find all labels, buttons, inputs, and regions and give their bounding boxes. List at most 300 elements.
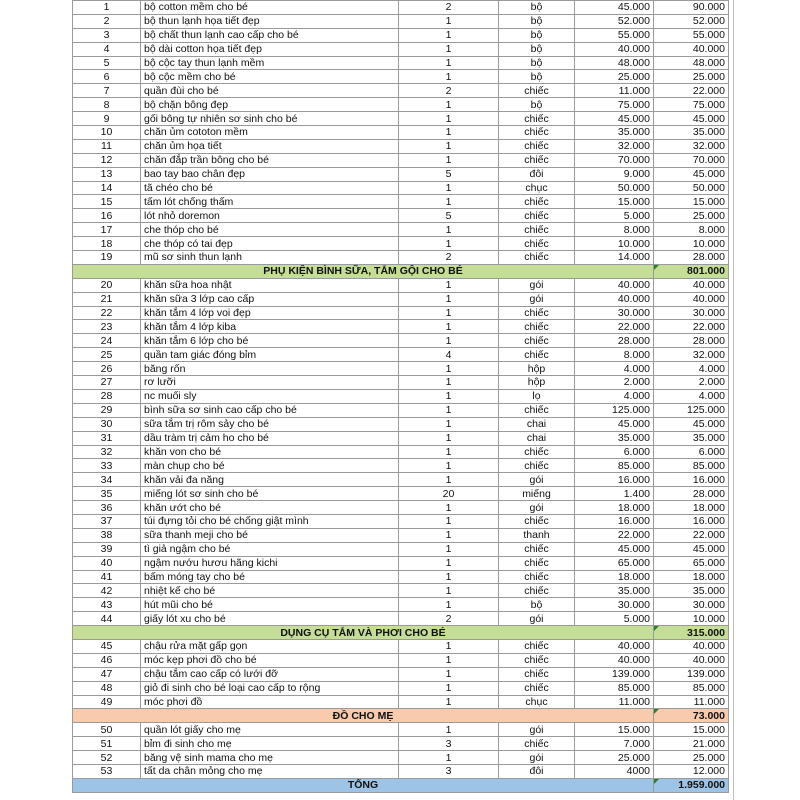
line-total-cell[interactable]: 8.000: [654, 223, 729, 237]
item-name-cell[interactable]: bộ cộc tay thun lạnh mềm: [141, 56, 399, 70]
quantity-cell[interactable]: 1: [399, 14, 499, 28]
item-name-cell[interactable]: nhiệt kế cho bé: [141, 584, 399, 598]
item-name-cell[interactable]: bộ dài cotton họa tiết đẹp: [141, 42, 399, 56]
unit-price-cell[interactable]: 5.000: [575, 612, 654, 626]
unit-price-cell[interactable]: 32.000: [575, 139, 654, 153]
unit-cell[interactable]: gói: [499, 612, 575, 626]
unit-price-cell[interactable]: 10.000: [575, 237, 654, 251]
quantity-cell[interactable]: 1: [399, 514, 499, 528]
unit-price-cell[interactable]: 15.000: [575, 195, 654, 209]
unit-cell[interactable]: chiếc: [499, 514, 575, 528]
item-name-cell[interactable]: bộ cộc mềm cho bé: [141, 70, 399, 84]
unit-price-cell[interactable]: 15.000: [575, 723, 654, 737]
quantity-cell[interactable]: 1: [399, 237, 499, 251]
quantity-cell[interactable]: 3: [399, 737, 499, 751]
item-name-cell[interactable]: che thóp có tai đẹp: [141, 237, 399, 251]
line-total-cell[interactable]: 40.000: [654, 42, 729, 56]
quantity-cell[interactable]: 1: [399, 542, 499, 556]
line-total-cell[interactable]: 16.000: [654, 473, 729, 487]
quantity-cell[interactable]: 1: [399, 639, 499, 653]
line-total-cell[interactable]: 52.000: [654, 14, 729, 28]
line-total-cell[interactable]: 25.000: [654, 751, 729, 765]
item-name-cell[interactable]: quần lót giấy cho mẹ: [141, 723, 399, 737]
item-name-cell[interactable]: khăn ướt cho bé: [141, 501, 399, 515]
unit-price-cell[interactable]: 30.000: [575, 598, 654, 612]
line-total-cell[interactable]: 48.000: [654, 56, 729, 70]
row-number-cell[interactable]: 38: [73, 528, 141, 542]
item-name-cell[interactable]: lót nhỏ doremon: [141, 209, 399, 223]
item-name-cell[interactable]: nc muối sly: [141, 389, 399, 403]
item-name-cell[interactable]: chậu tắm cao cấp có lưới đỡ: [141, 667, 399, 681]
quantity-cell[interactable]: 1: [399, 389, 499, 403]
item-name-cell[interactable]: tã chéo cho bé: [141, 181, 399, 195]
row-number-cell[interactable]: 40: [73, 556, 141, 570]
unit-price-cell[interactable]: 40.000: [575, 42, 654, 56]
row-number-cell[interactable]: 33: [73, 459, 141, 473]
line-total-cell[interactable]: 32.000: [654, 139, 729, 153]
row-number-cell[interactable]: 41: [73, 570, 141, 584]
quantity-cell[interactable]: 1: [399, 473, 499, 487]
line-total-cell[interactable]: 55.000: [654, 28, 729, 42]
unit-cell[interactable]: gói: [499, 751, 575, 765]
line-total-cell[interactable]: 45.000: [654, 112, 729, 126]
item-name-cell[interactable]: ngậm nướu hươu hãng kichi: [141, 556, 399, 570]
item-name-cell[interactable]: khăn vải đa năng: [141, 473, 399, 487]
quantity-cell[interactable]: 1: [399, 56, 499, 70]
row-number-cell[interactable]: 23: [73, 320, 141, 334]
unit-cell[interactable]: bộ: [499, 1, 575, 15]
item-name-cell[interactable]: móc phơi đồ: [141, 695, 399, 709]
quantity-cell[interactable]: 1: [399, 320, 499, 334]
line-total-cell[interactable]: 12.000: [654, 764, 729, 778]
unit-price-cell[interactable]: 16.000: [575, 473, 654, 487]
item-name-cell[interactable]: khăn von cho bé: [141, 445, 399, 459]
row-number-cell[interactable]: 20: [73, 278, 141, 292]
line-total-cell[interactable]: 139.000: [654, 667, 729, 681]
line-total-cell[interactable]: 40.000: [654, 292, 729, 306]
unit-cell[interactable]: chiếc: [499, 584, 575, 598]
unit-price-cell[interactable]: 35.000: [575, 431, 654, 445]
quantity-cell[interactable]: 3: [399, 764, 499, 778]
row-number-cell[interactable]: 26: [73, 362, 141, 376]
unit-price-cell[interactable]: 139.000: [575, 667, 654, 681]
quantity-cell[interactable]: 1: [399, 528, 499, 542]
row-number-cell[interactable]: 37: [73, 514, 141, 528]
item-name-cell[interactable]: mũ sơ sinh thun lạnh: [141, 251, 399, 265]
unit-cell[interactable]: bộ: [499, 42, 575, 56]
unit-price-cell[interactable]: 4000: [575, 764, 654, 778]
unit-cell[interactable]: chiếc: [499, 209, 575, 223]
row-number-cell[interactable]: 32: [73, 445, 141, 459]
unit-cell[interactable]: chiếc: [499, 737, 575, 751]
quantity-cell[interactable]: 1: [399, 42, 499, 56]
row-number-cell[interactable]: 22: [73, 306, 141, 320]
unit-cell[interactable]: bộ: [499, 598, 575, 612]
row-number-cell[interactable]: 46: [73, 653, 141, 667]
unit-price-cell[interactable]: 9.000: [575, 167, 654, 181]
row-number-cell[interactable]: 47: [73, 667, 141, 681]
line-total-cell[interactable]: 125.000: [654, 403, 729, 417]
quantity-cell[interactable]: 1: [399, 334, 499, 348]
line-total-cell[interactable]: 21.000: [654, 737, 729, 751]
item-name-cell[interactable]: tất da chân mỏng cho mẹ: [141, 764, 399, 778]
line-total-cell[interactable]: 40.000: [654, 278, 729, 292]
unit-cell[interactable]: chiếc: [499, 153, 575, 167]
quantity-cell[interactable]: 1: [399, 195, 499, 209]
unit-cell[interactable]: chiếc: [499, 126, 575, 140]
quantity-cell[interactable]: 1: [399, 98, 499, 112]
line-total-cell[interactable]: 28.000: [654, 487, 729, 501]
line-total-cell[interactable]: 4.000: [654, 362, 729, 376]
quantity-cell[interactable]: 1: [399, 570, 499, 584]
unit-cell[interactable]: bộ: [499, 70, 575, 84]
quantity-cell[interactable]: 1: [399, 751, 499, 765]
item-name-cell[interactable]: rơ lưỡi: [141, 376, 399, 390]
section-title-cell[interactable]: PHỤ KIỆN BÌNH SỮA, TẮM GỘI CHO BÉ: [73, 264, 654, 278]
line-total-cell[interactable]: 45.000: [654, 167, 729, 181]
quantity-cell[interactable]: 1: [399, 126, 499, 140]
row-number-cell[interactable]: 6: [73, 70, 141, 84]
row-number-cell[interactable]: 44: [73, 612, 141, 626]
item-name-cell[interactable]: khăn sữa hoa nhật: [141, 278, 399, 292]
line-total-cell[interactable]: 15.000: [654, 195, 729, 209]
line-total-cell[interactable]: 30.000: [654, 306, 729, 320]
unit-price-cell[interactable]: 65.000: [575, 556, 654, 570]
quantity-cell[interactable]: 1: [399, 723, 499, 737]
item-name-cell[interactable]: quần đùi cho bé: [141, 84, 399, 98]
item-name-cell[interactable]: băng rốn: [141, 362, 399, 376]
row-number-cell[interactable]: 30: [73, 417, 141, 431]
line-total-cell[interactable]: 32.000: [654, 348, 729, 362]
item-name-cell[interactable]: chăn ủm họa tiết: [141, 139, 399, 153]
line-total-cell[interactable]: 35.000: [654, 126, 729, 140]
item-name-cell[interactable]: che thóp cho bé: [141, 223, 399, 237]
row-number-cell[interactable]: 24: [73, 334, 141, 348]
unit-cell[interactable]: chục: [499, 181, 575, 195]
line-total-cell[interactable]: 10.000: [654, 612, 729, 626]
unit-price-cell[interactable]: 40.000: [575, 639, 654, 653]
unit-cell[interactable]: bộ: [499, 28, 575, 42]
row-number-cell[interactable]: 51: [73, 737, 141, 751]
unit-cell[interactable]: chiếc: [499, 195, 575, 209]
unit-cell[interactable]: chiếc: [499, 403, 575, 417]
unit-cell[interactable]: chiếc: [499, 237, 575, 251]
unit-price-cell[interactable]: 5.000: [575, 209, 654, 223]
row-number-cell[interactable]: 43: [73, 598, 141, 612]
line-total-cell[interactable]: 4.000: [654, 389, 729, 403]
unit-cell[interactable]: gói: [499, 473, 575, 487]
line-total-cell[interactable]: 75.000: [654, 98, 729, 112]
unit-cell[interactable]: gói: [499, 501, 575, 515]
unit-cell[interactable]: bộ: [499, 56, 575, 70]
item-name-cell[interactable]: giỏ đi sinh cho bé loại cao cấp to rộng: [141, 681, 399, 695]
row-number-cell[interactable]: 49: [73, 695, 141, 709]
unit-cell[interactable]: chiếc: [499, 139, 575, 153]
quantity-cell[interactable]: 20: [399, 487, 499, 501]
line-total-cell[interactable]: 45.000: [654, 542, 729, 556]
line-total-cell[interactable]: 22.000: [654, 84, 729, 98]
unit-cell[interactable]: hộp: [499, 376, 575, 390]
quantity-cell[interactable]: 1: [399, 417, 499, 431]
unit-price-cell[interactable]: 45.000: [575, 417, 654, 431]
line-total-cell[interactable]: 35.000: [654, 584, 729, 598]
unit-price-cell[interactable]: 4.000: [575, 389, 654, 403]
unit-cell[interactable]: bộ: [499, 98, 575, 112]
row-number-cell[interactable]: 34: [73, 473, 141, 487]
item-name-cell[interactable]: bộ chất thun lạnh cao cấp cho bé: [141, 28, 399, 42]
item-name-cell[interactable]: màn chụp cho bé: [141, 459, 399, 473]
line-total-cell[interactable]: 40.000: [654, 639, 729, 653]
row-number-cell[interactable]: 1: [73, 1, 141, 15]
row-number-cell[interactable]: 21: [73, 292, 141, 306]
item-name-cell[interactable]: bao tay bao chân đẹp: [141, 167, 399, 181]
item-name-cell[interactable]: khăn tắm 6 lớp cho bé: [141, 334, 399, 348]
unit-cell[interactable]: chiếc: [499, 251, 575, 265]
row-number-cell[interactable]: 42: [73, 584, 141, 598]
quantity-cell[interactable]: 1: [399, 70, 499, 84]
unit-price-cell[interactable]: 70.000: [575, 153, 654, 167]
item-name-cell[interactable]: tì giả ngậm cho bé: [141, 542, 399, 556]
unit-price-cell[interactable]: 16.000: [575, 514, 654, 528]
row-number-cell[interactable]: 27: [73, 376, 141, 390]
unit-cell[interactable]: chiếc: [499, 542, 575, 556]
item-name-cell[interactable]: miếng lót sơ sinh cho bé: [141, 487, 399, 501]
line-total-cell[interactable]: 6.000: [654, 445, 729, 459]
unit-price-cell[interactable]: 8.000: [575, 223, 654, 237]
unit-price-cell[interactable]: 52.000: [575, 14, 654, 28]
quantity-cell[interactable]: 2: [399, 612, 499, 626]
row-number-cell[interactable]: 8: [73, 98, 141, 112]
quantity-cell[interactable]: 2: [399, 251, 499, 265]
section-subtotal-cell[interactable]: 801.000: [654, 264, 729, 278]
item-name-cell[interactable]: gối bông tự nhiên sơ sinh cho bé: [141, 112, 399, 126]
row-number-cell[interactable]: 9: [73, 112, 141, 126]
line-total-cell[interactable]: 2.000: [654, 376, 729, 390]
item-name-cell[interactable]: băng vệ sinh mama cho mẹ: [141, 751, 399, 765]
quantity-cell[interactable]: 1: [399, 598, 499, 612]
unit-cell[interactable]: chiếc: [499, 459, 575, 473]
row-number-cell[interactable]: 17: [73, 223, 141, 237]
unit-price-cell[interactable]: 40.000: [575, 292, 654, 306]
unit-cell[interactable]: hộp: [499, 362, 575, 376]
line-total-cell[interactable]: 11.000: [654, 695, 729, 709]
quantity-cell[interactable]: 1: [399, 403, 499, 417]
quantity-cell[interactable]: 1: [399, 556, 499, 570]
row-number-cell[interactable]: 50: [73, 723, 141, 737]
item-name-cell[interactable]: tấm lót chống thấm: [141, 195, 399, 209]
unit-price-cell[interactable]: 6.000: [575, 445, 654, 459]
row-number-cell[interactable]: 19: [73, 251, 141, 265]
unit-price-cell[interactable]: 50.000: [575, 181, 654, 195]
item-name-cell[interactable]: quần tam giác đóng bỉm: [141, 348, 399, 362]
unit-cell[interactable]: chai: [499, 431, 575, 445]
quantity-cell[interactable]: 1: [399, 292, 499, 306]
unit-price-cell[interactable]: 45.000: [575, 542, 654, 556]
line-total-cell[interactable]: 16.000: [654, 514, 729, 528]
unit-cell[interactable]: chiếc: [499, 84, 575, 98]
row-number-cell[interactable]: 13: [73, 167, 141, 181]
row-number-cell[interactable]: 5: [73, 56, 141, 70]
unit-price-cell[interactable]: 55.000: [575, 28, 654, 42]
unit-price-cell[interactable]: 7.000: [575, 737, 654, 751]
unit-cell[interactable]: chiếc: [499, 334, 575, 348]
row-number-cell[interactable]: 53: [73, 764, 141, 778]
unit-cell[interactable]: chiếc: [499, 306, 575, 320]
unit-price-cell[interactable]: 40.000: [575, 278, 654, 292]
quantity-cell[interactable]: 1: [399, 431, 499, 445]
unit-cell[interactable]: chiếc: [499, 445, 575, 459]
section-title-cell[interactable]: TỔNG: [73, 778, 654, 792]
unit-price-cell[interactable]: 48.000: [575, 56, 654, 70]
quantity-cell[interactable]: 1: [399, 28, 499, 42]
unit-price-cell[interactable]: 2.000: [575, 376, 654, 390]
line-total-cell[interactable]: 18.000: [654, 570, 729, 584]
unit-price-cell[interactable]: 1.400: [575, 487, 654, 501]
quantity-cell[interactable]: 1: [399, 584, 499, 598]
row-number-cell[interactable]: 14: [73, 181, 141, 195]
quantity-cell[interactable]: 2: [399, 84, 499, 98]
line-total-cell[interactable]: 28.000: [654, 251, 729, 265]
section-subtotal-cell[interactable]: 315.000: [654, 626, 729, 640]
unit-price-cell[interactable]: 125.000: [575, 403, 654, 417]
unit-cell[interactable]: chiếc: [499, 667, 575, 681]
quantity-cell[interactable]: 1: [399, 223, 499, 237]
unit-price-cell[interactable]: 18.000: [575, 570, 654, 584]
line-total-cell[interactable]: 10.000: [654, 237, 729, 251]
row-number-cell[interactable]: 25: [73, 348, 141, 362]
row-number-cell[interactable]: 39: [73, 542, 141, 556]
item-name-cell[interactable]: chăn đắp trần bông cho bé: [141, 153, 399, 167]
line-total-cell[interactable]: 70.000: [654, 153, 729, 167]
line-total-cell[interactable]: 90.000: [654, 1, 729, 15]
unit-cell[interactable]: chiếc: [499, 320, 575, 334]
unit-cell[interactable]: chiếc: [499, 653, 575, 667]
row-number-cell[interactable]: 2: [73, 14, 141, 28]
unit-price-cell[interactable]: 18.000: [575, 501, 654, 515]
unit-price-cell[interactable]: 4.000: [575, 362, 654, 376]
item-name-cell[interactable]: bộ chặn bông đẹp: [141, 98, 399, 112]
quantity-cell[interactable]: 1: [399, 681, 499, 695]
unit-price-cell[interactable]: 85.000: [575, 681, 654, 695]
section-subtotal-cell[interactable]: 1.959.000: [654, 778, 729, 792]
line-total-cell[interactable]: 22.000: [654, 320, 729, 334]
line-total-cell[interactable]: 65.000: [654, 556, 729, 570]
quantity-cell[interactable]: 1: [399, 181, 499, 195]
section-title-cell[interactable]: ĐỒ CHO MẸ: [73, 709, 654, 723]
unit-price-cell[interactable]: 35.000: [575, 126, 654, 140]
unit-price-cell[interactable]: 45.000: [575, 1, 654, 15]
item-name-cell[interactable]: sữa thanh meji cho bé: [141, 528, 399, 542]
line-total-cell[interactable]: 18.000: [654, 501, 729, 515]
unit-price-cell[interactable]: 45.000: [575, 112, 654, 126]
line-total-cell[interactable]: 50.000: [654, 181, 729, 195]
row-number-cell[interactable]: 18: [73, 237, 141, 251]
unit-cell[interactable]: gói: [499, 278, 575, 292]
row-number-cell[interactable]: 12: [73, 153, 141, 167]
line-total-cell[interactable]: 15.000: [654, 723, 729, 737]
unit-price-cell[interactable]: 22.000: [575, 528, 654, 542]
quantity-cell[interactable]: 1: [399, 501, 499, 515]
unit-price-cell[interactable]: 14.000: [575, 251, 654, 265]
line-total-cell[interactable]: 30.000: [654, 598, 729, 612]
item-name-cell[interactable]: khăn sữa 3 lớp cao cấp: [141, 292, 399, 306]
quantity-cell[interactable]: 1: [399, 153, 499, 167]
unit-price-cell[interactable]: 11.000: [575, 695, 654, 709]
unit-cell[interactable]: chục: [499, 695, 575, 709]
row-number-cell[interactable]: 31: [73, 431, 141, 445]
unit-price-cell[interactable]: 75.000: [575, 98, 654, 112]
section-subtotal-cell[interactable]: 73.000: [654, 709, 729, 723]
line-total-cell[interactable]: 45.000: [654, 417, 729, 431]
unit-cell[interactable]: lọ: [499, 389, 575, 403]
unit-price-cell[interactable]: 35.000: [575, 584, 654, 598]
quantity-cell[interactable]: 1: [399, 362, 499, 376]
unit-price-cell[interactable]: 22.000: [575, 320, 654, 334]
unit-cell[interactable]: gói: [499, 292, 575, 306]
unit-cell[interactable]: chiếc: [499, 639, 575, 653]
quantity-cell[interactable]: 5: [399, 167, 499, 181]
item-name-cell[interactable]: sữa tắm trị rôm sảy cho bé: [141, 417, 399, 431]
row-number-cell[interactable]: 15: [73, 195, 141, 209]
item-name-cell[interactable]: chậu rửa mặt gấp gọn: [141, 639, 399, 653]
item-name-cell[interactable]: bình sữa sơ sinh cao cấp cho bé: [141, 403, 399, 417]
line-total-cell[interactable]: 85.000: [654, 681, 729, 695]
item-name-cell[interactable]: túi đựng tỏi cho bé chống giật mình: [141, 514, 399, 528]
line-total-cell[interactable]: 28.000: [654, 334, 729, 348]
quantity-cell[interactable]: 1: [399, 667, 499, 681]
item-name-cell[interactable]: móc kẹp phơi đồ cho bé: [141, 653, 399, 667]
row-number-cell[interactable]: 29: [73, 403, 141, 417]
row-number-cell[interactable]: 28: [73, 389, 141, 403]
row-number-cell[interactable]: 4: [73, 42, 141, 56]
unit-price-cell[interactable]: 28.000: [575, 334, 654, 348]
row-number-cell[interactable]: 7: [73, 84, 141, 98]
row-number-cell[interactable]: 3: [73, 28, 141, 42]
quantity-cell[interactable]: 1: [399, 445, 499, 459]
unit-price-cell[interactable]: 25.000: [575, 751, 654, 765]
unit-price-cell[interactable]: 11.000: [575, 84, 654, 98]
quantity-cell[interactable]: 4: [399, 348, 499, 362]
quantity-cell[interactable]: 1: [399, 112, 499, 126]
unit-cell[interactable]: gói: [499, 723, 575, 737]
line-total-cell[interactable]: 85.000: [654, 459, 729, 473]
unit-price-cell[interactable]: 25.000: [575, 70, 654, 84]
quantity-cell[interactable]: 1: [399, 653, 499, 667]
quantity-cell[interactable]: 1: [399, 695, 499, 709]
quantity-cell[interactable]: 1: [399, 306, 499, 320]
line-total-cell[interactable]: 25.000: [654, 209, 729, 223]
item-name-cell[interactable]: bấm móng tay cho bé: [141, 570, 399, 584]
quantity-cell[interactable]: 5: [399, 209, 499, 223]
row-number-cell[interactable]: 45: [73, 639, 141, 653]
unit-cell[interactable]: chiếc: [499, 556, 575, 570]
quantity-cell[interactable]: 1: [399, 139, 499, 153]
line-total-cell[interactable]: 25.000: [654, 70, 729, 84]
unit-cell[interactable]: đôi: [499, 167, 575, 181]
section-title-cell[interactable]: DỤNG CỤ TẮM VÀ PHƠI CHO BÉ: [73, 626, 654, 640]
item-name-cell[interactable]: bộ cotton mềm cho bé: [141, 1, 399, 15]
unit-cell[interactable]: miếng: [499, 487, 575, 501]
unit-cell[interactable]: chiếc: [499, 223, 575, 237]
unit-cell[interactable]: thanh: [499, 528, 575, 542]
unit-price-cell[interactable]: 8.000: [575, 348, 654, 362]
line-total-cell[interactable]: 40.000: [654, 653, 729, 667]
quantity-cell[interactable]: 2: [399, 1, 499, 15]
unit-cell[interactable]: chiếc: [499, 112, 575, 126]
item-name-cell[interactable]: dầu tràm trị cảm ho cho bé: [141, 431, 399, 445]
item-name-cell[interactable]: khăn tắm 4 lớp kiba: [141, 320, 399, 334]
row-number-cell[interactable]: 36: [73, 501, 141, 515]
